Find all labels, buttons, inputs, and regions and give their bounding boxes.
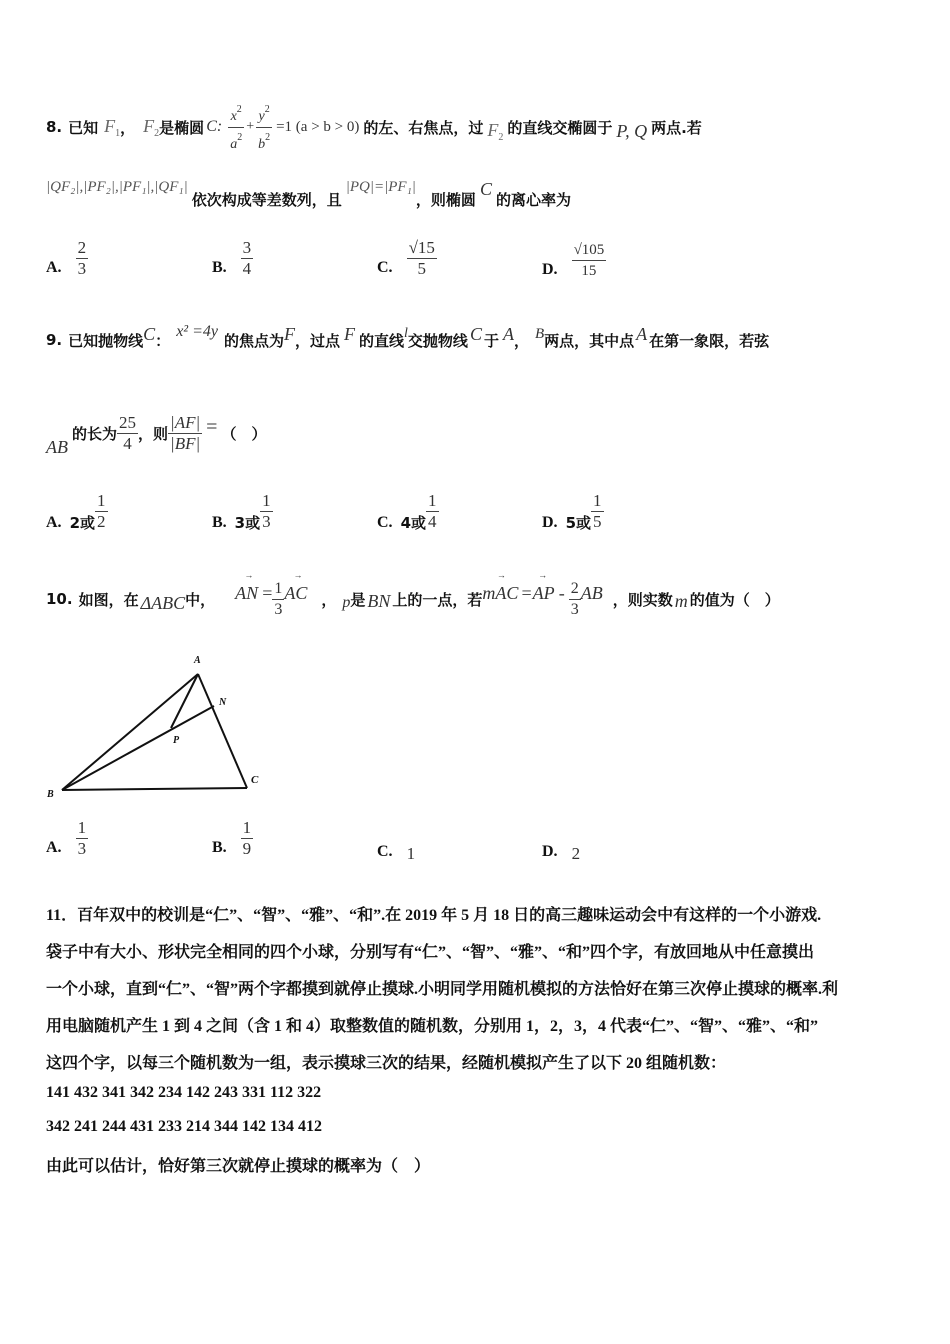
q10-vector-AN: → AN (235, 583, 258, 604)
q8-number: 8. (46, 118, 63, 136)
q9-C: C (469, 323, 482, 344)
q8-option-d[interactable]: D. $\frac{√105}{15}$ (542, 242, 605, 279)
q8-frac-x: $\frac{x^2}{a^2}$ (228, 100, 244, 155)
q9-option-a[interactable]: A. 2或 $\frac{1}{2}$ (46, 491, 106, 532)
q10-triangle: ΔABC (140, 592, 186, 613)
q10-line1: 10. 如图，在 ΔABC 中， → AN = $\frac{1}{3}$ → AC ， p 是 BN 上的一点，若 → mAC → =AP - $\frac{2}{3}$ AB ，则实数 m 的值为（ ） (46, 574, 780, 624)
q8-text: 是椭圆 (159, 118, 205, 137)
q10-vector-AB: AB (580, 582, 603, 603)
q9-B: B (534, 325, 545, 342)
q9-equation: x² =4y (176, 323, 218, 340)
label-N: N (219, 697, 227, 708)
q8-text: ，则椭圆 (415, 190, 476, 209)
q10-vector-AC: → AC (284, 583, 307, 604)
q9-F: F (284, 323, 295, 344)
q8-PQ: P, Q (616, 120, 648, 141)
q11-line: 这四个字，以每三个随机数为一组，表示摸球三次的结果，经随机模拟产生了以下 20 组随机数： (46, 1055, 727, 1072)
q10-triangle-figure (44, 652, 274, 810)
q8-option-a[interactable]: A. $\frac{2}{3}$ (46, 238, 87, 278)
q9-option-d[interactable]: D. 5或 $\frac{1}{5}$ (542, 491, 602, 532)
q10-m: m (674, 590, 688, 611)
q10-number: 10. (46, 590, 73, 608)
q10-option-b[interactable]: B. $\frac{1}{9}$ (212, 818, 252, 858)
q9-F: F (344, 323, 356, 344)
q8-option-b[interactable]: B. $\frac{3}{4}$ (212, 238, 252, 278)
q8-C: C (479, 178, 492, 199)
q9-l: l (404, 326, 408, 341)
q8-eq-rhs: =1 (a > b > 0) (276, 118, 360, 135)
q8-condition: |PQ|=|PF₁| (345, 178, 416, 195)
q8-text: 的左、右焦点，过 (363, 118, 484, 137)
q9-AB: AB (46, 436, 68, 457)
q8-sequence: |QF₂|,|PF₂|,|PF₁|,|QF₁| (46, 178, 188, 195)
q8-text: 的直线交椭圆于 (507, 118, 613, 137)
label-P: P (173, 735, 180, 746)
q8-F2-ref: $F_2$ (487, 119, 504, 143)
q9-length-fraction: $\frac{25}{4}$ (119, 412, 137, 453)
q8-comma: ， (120, 118, 136, 137)
label-A: A (194, 655, 201, 666)
q9-A: A (502, 323, 514, 344)
q8-line2 (46, 178, 571, 212)
q11-line: 11．百年双中的校训是“仁”、“智”、“雅”、“和”.在 2019 年 5 月 18 日的高三趣味运动会中有这样的一个小游戏. (46, 907, 822, 924)
q8-frac-y: $\frac{y^2}{b^2}$ (256, 100, 272, 155)
label-C: C (251, 774, 259, 786)
q8-option-c[interactable]: C. $\frac{√15}{5}$ (377, 238, 435, 278)
q8-F1: $F_1$ (104, 115, 121, 139)
q9-option-b[interactable]: B. 3或 $\frac{1}{3}$ (212, 491, 271, 532)
q8-line1 (46, 104, 702, 150)
q10-option-c[interactable]: C. 1 (377, 843, 416, 863)
q9-number: 9. (46, 331, 63, 349)
q8-text: 已知 (68, 118, 99, 137)
q11-line: 用电脑随机产生 1 到 4 之间（含 1 和 4）取整数值的随机数，分别用 1，2，3，4 代表“仁”、“智”、“雅”、“和” (46, 1018, 819, 1035)
q11-line: 一个小球，直到“仁”、“智”两个字都摸到就停止摸球.小明同学用随机模拟的方法恰好在第三次停止摸球的概率.利 (46, 981, 839, 998)
q8-plus: + (246, 119, 255, 134)
q10-option-d[interactable]: D. 2 (542, 843, 581, 863)
q11-random-row: 141 432 341 342 234 142 243 331 112 322 (46, 1084, 322, 1101)
q9-line1: 9. 已知抛物线 C ： x² =4y 的焦点为 F ，过点 F 的直线 l 交抛物线 C 于 A ， B 两点，其中点 A 在第一象限，若弦 (46, 323, 770, 350)
q8-text: 依次构成等差数列，且 (191, 190, 342, 209)
q10-BN: BN (367, 590, 391, 611)
q10-p: p (342, 594, 351, 611)
q8-ellipse-label: C: (206, 118, 223, 135)
q9-ratio-fraction: $\frac{|AF|}{|BF|}$ (170, 412, 201, 453)
q10-vector-AP: → =AP - (520, 583, 564, 604)
label-B: B (47, 789, 54, 800)
q9-option-c[interactable]: C. 4或 $\frac{1}{4}$ (377, 491, 437, 532)
q8-text: 的离心率为 (495, 190, 571, 209)
triangle-diagram (44, 652, 274, 810)
q10-vector-mAC: → mAC (482, 583, 518, 604)
q9-C: C (143, 323, 156, 344)
q9-line2: AB 的长为 $\frac{25}{4}$ ，则 $\frac{|AF|}{|BF|}$ = （ ） (46, 412, 267, 457)
q11-question: 由此可以估计，恰好第三次就停止摸球的概率为（ ） (46, 1158, 431, 1175)
q8-F2: $F_2$ (143, 115, 160, 139)
q8-text: 两点.若 (651, 118, 702, 137)
q9-answer-blank: （ ） (221, 424, 267, 443)
q9-A: A (636, 323, 648, 344)
q11-line: 袋子中有大小、形状完全相同的四个小球，分别写有“仁”、“智”、“雅”、“和”四个字，有放回地从中任意摸出 (46, 944, 815, 961)
q10-option-a[interactable]: A. $\frac{1}{3}$ (46, 818, 87, 858)
q11-random-row: 342 241 244 431 233 214 344 142 134 412 (46, 1118, 322, 1135)
